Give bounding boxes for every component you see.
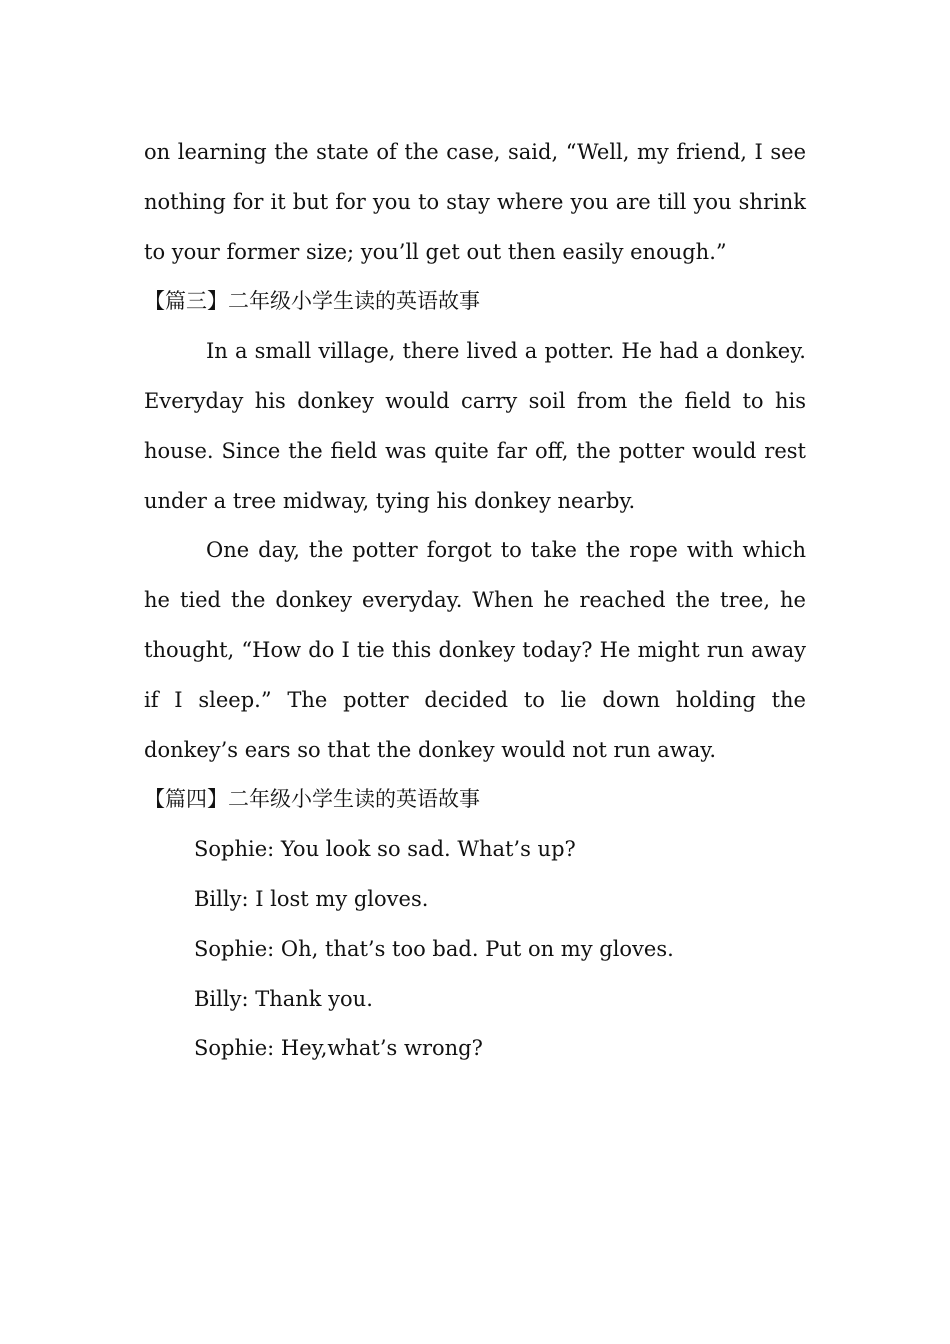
dialogue-line: Sophie: Hey,what’s wrong? — [194, 1036, 483, 1061]
dialogue-line: Billy: Thank you. — [194, 986, 373, 1011]
dialogue-line: Sophie: You look so sad. What’s up? — [194, 837, 576, 862]
dialogue-line: Sophie: Oh, that’s too bad. Put on my gloves. — [194, 936, 674, 961]
section-3-paragraph-1: In a small village, there lived a potter. He had a donkey. Everyday his donkey would carry soil from the field to his house. Since the field was quite far off, the potter would rest under a tree midway, tying his donkey nearby. — [144, 339, 806, 513]
section-3-paragraph-2: One day, the potter forgot to take the rope with which he tied the donkey everyday. When he reached the tree, he thought, “How do I tie this donkey today? He might run away if I sleep.” The potter decided to lie down holding the donkey’s ears so that the donkey would not run away. — [144, 538, 806, 762]
document-body — [144, 128, 806, 1074]
dialogue-line: Billy: I lost my gloves. — [194, 886, 429, 911]
section-4-heading: 【篇四】二年级小学生读的英语故事 — [144, 787, 480, 812]
continuation-paragraph: on learning the state of the case, said, “Well, my friend, I see nothing for it but for you to stay where you are till you shrink to your former size; you’ll get out then easily enough.” — [144, 140, 806, 264]
section-3-heading: 【篇三】二年级小学生读的英语故事 — [144, 289, 480, 314]
